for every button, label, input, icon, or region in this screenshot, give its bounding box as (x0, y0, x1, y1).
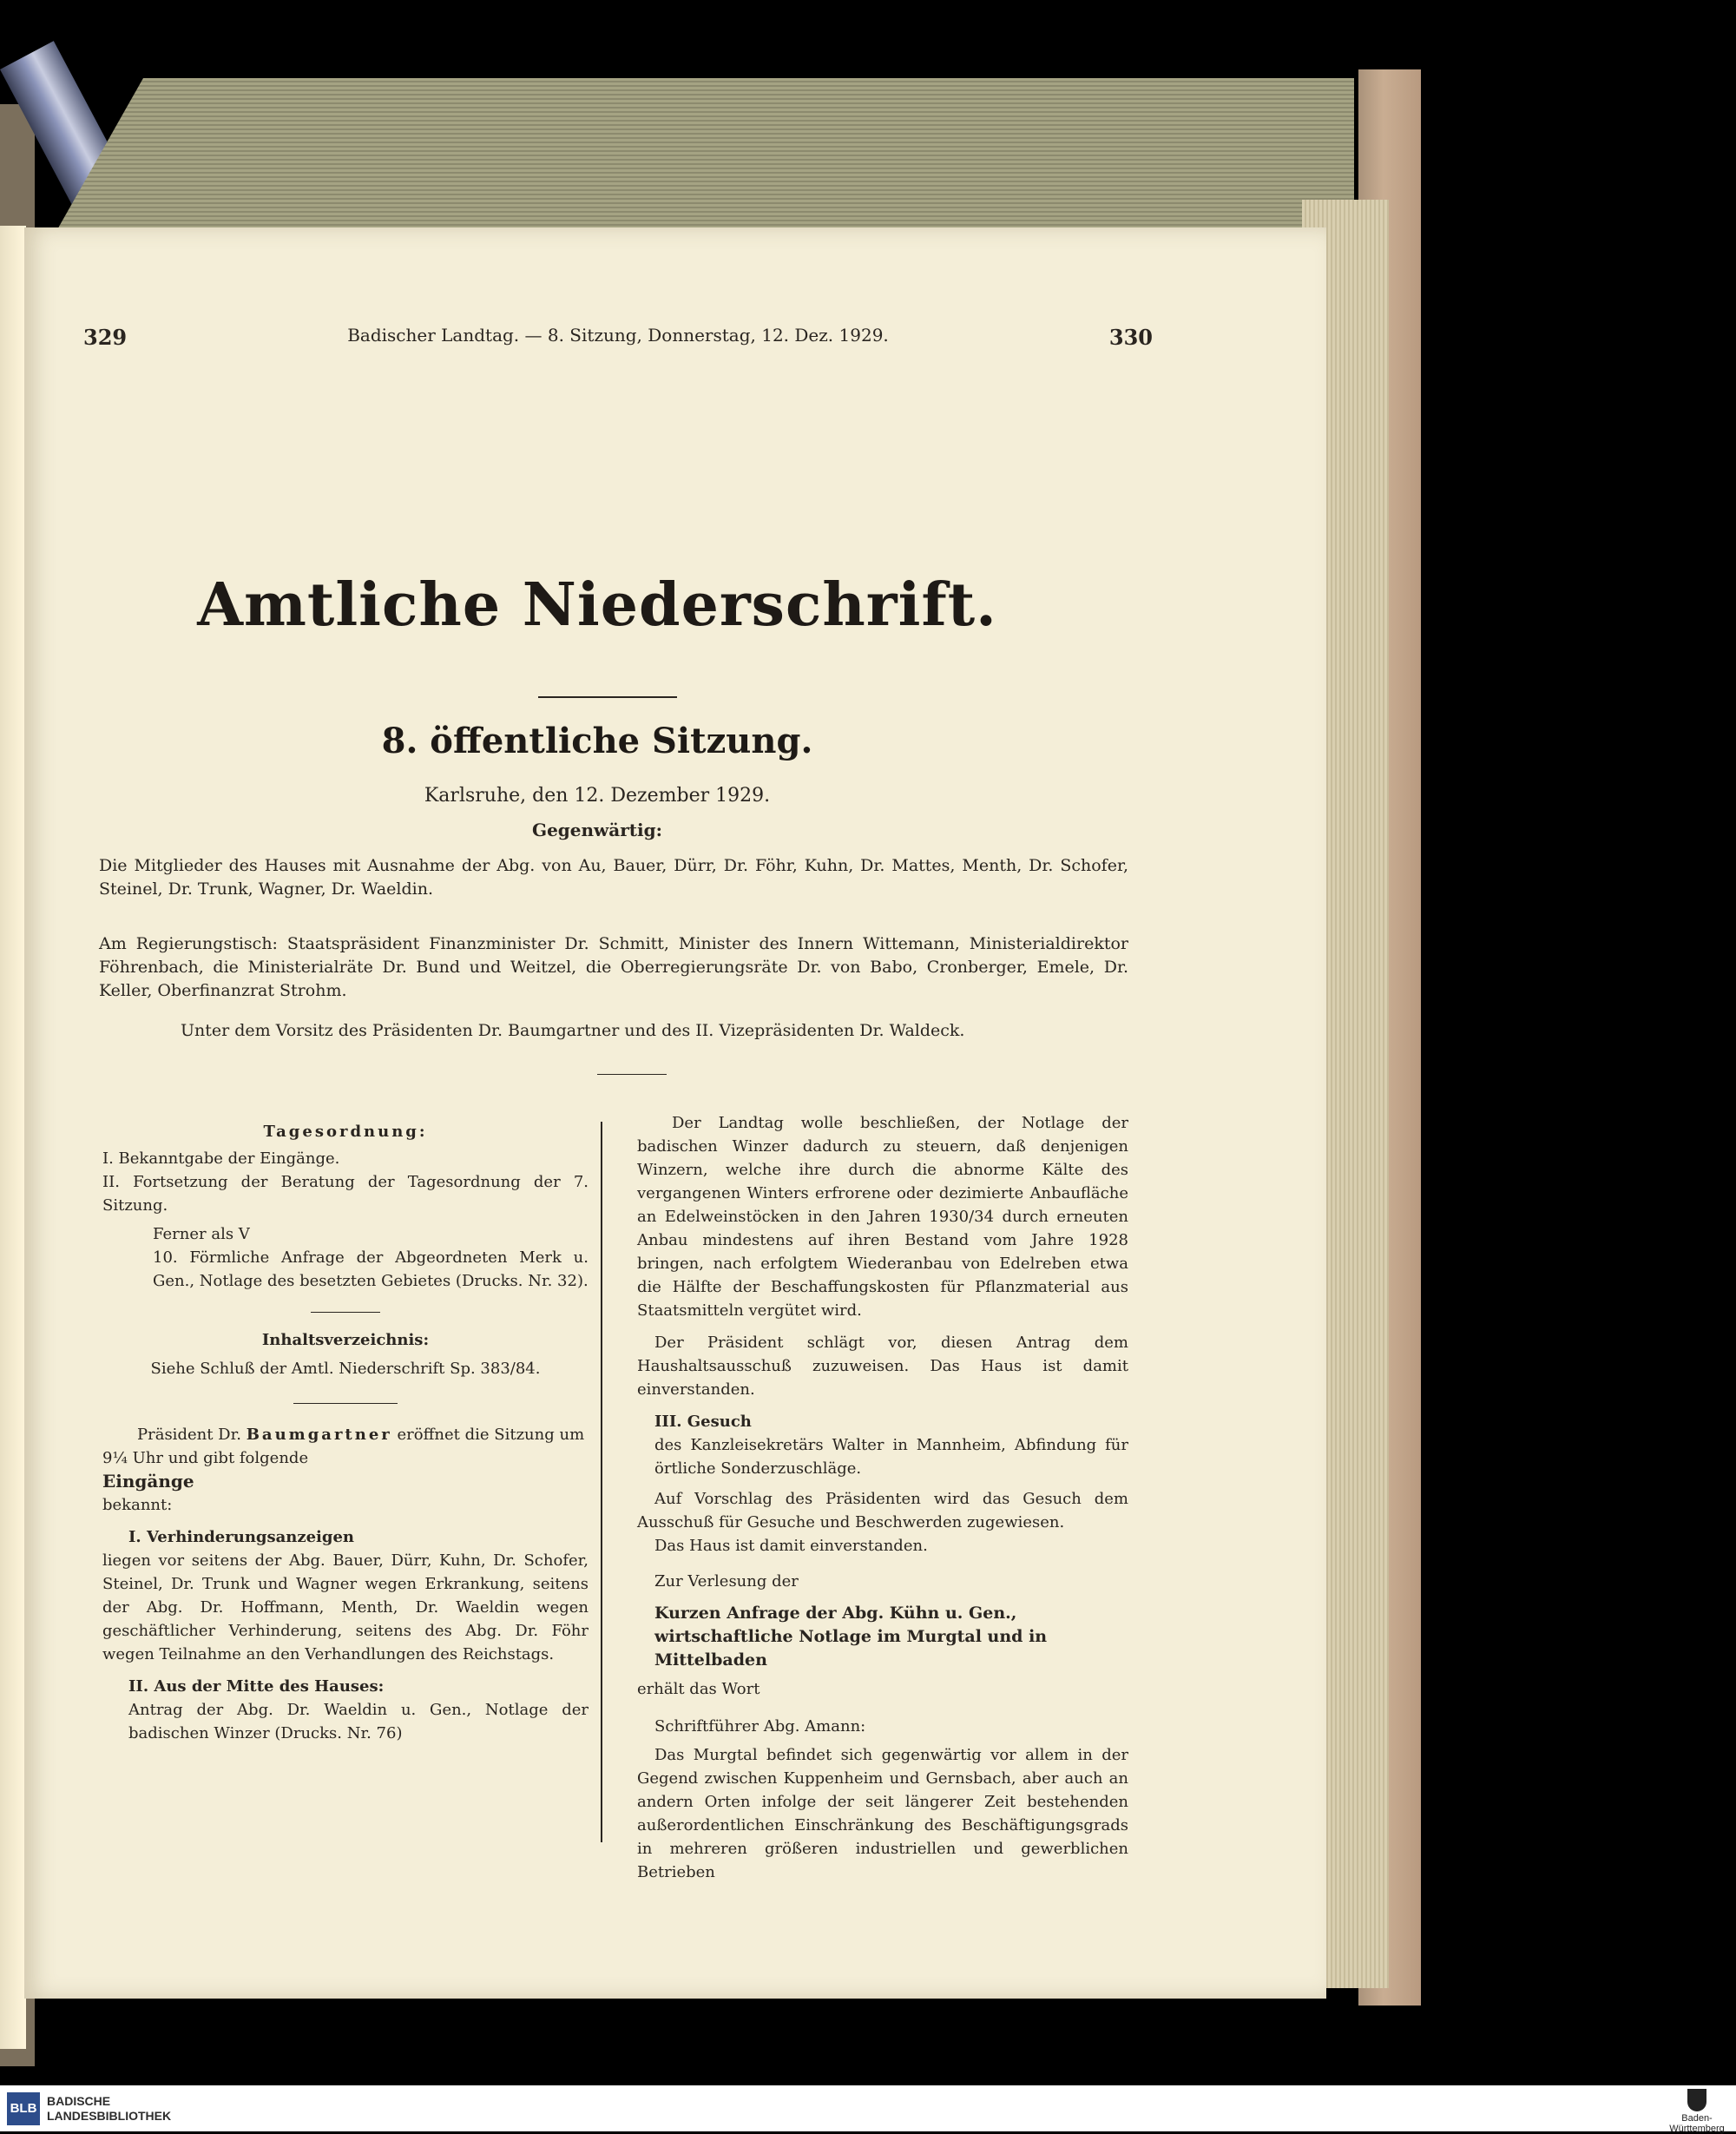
opening-c: 9¼ Uhr und gibt folgende (102, 1449, 309, 1467)
agenda-item-2: II. Fortsetzung der Beratung der Tagesordnung der 7. Sitzung. (102, 1173, 589, 1215)
agenda-item-1: I. Bekanntgabe der Eingänge. (102, 1149, 340, 1168)
opening-a: Präsident Dr. (137, 1426, 241, 1444)
document-page (24, 227, 1326, 1999)
running-header (83, 325, 1153, 359)
section3-heading: III. Gesuch (654, 1413, 752, 1431)
section-rule (597, 1074, 667, 1075)
president-proposal: Der Präsident schlägt vor, diesen Antrag dem Haushaltsausschuß zuzuweisen. Das Haus ist damit einverstanden. (637, 1334, 1128, 1399)
index-rule (293, 1403, 398, 1404)
agreed-text: Das Haus ist damit einverstanden. (654, 1537, 928, 1555)
page-number-right: 330 (1108, 325, 1153, 350)
state-logo (1667, 2089, 1727, 2134)
footer-bar (0, 2085, 1736, 2134)
opening-name: Baumgartner (246, 1426, 392, 1444)
state-crest-icon (1687, 2089, 1706, 2111)
header-title: Badischer Landtag. — 8. Sitzung, Donnerstag, 12. Dez. 1929. (347, 325, 889, 346)
reading-text: Zur Verlesung der (654, 1572, 799, 1591)
section3-text: des Kanzleisekretärs Walter in Mannheim, Abfindung für örtliche Sonderzuschläge. (654, 1436, 1128, 1478)
page-number-left: 329 (83, 325, 128, 350)
blb-logo-icon: BLB (7, 2092, 40, 2125)
opening-b: eröffnet die Sitzung um (397, 1426, 585, 1444)
dateline: Karlsruhe, den 12. Dezember 1929. (424, 785, 771, 807)
logo-line-2: LANDESBIBLIOTHEK (47, 2109, 172, 2123)
logo-line-1: BADISCHE (47, 2094, 111, 2108)
present-chair: Unter dem Vorsitz des Präsidenten Dr. Baumgartner und des II. Vizepräsidenten Dr. Waldeck. (181, 1021, 965, 1040)
blb-logo-text (47, 2094, 171, 2124)
index-heading: Inhaltsverzeichnis: (261, 1331, 430, 1349)
section2-heading: II. Aus der Mitte des Hauses: (128, 1677, 385, 1696)
index-text: Siehe Schluß der Amtl. Niederschrift Sp. 383/84. (150, 1360, 541, 1378)
title-rule (538, 696, 677, 698)
section1-text: liegen vor seitens der Abg. Bauer, Dürr, Kuhn, Dr. Schofer, Steinel, Dr. Trunk und Wagner wegen Erkrankung, seitens der Abg. Dr. Hoffmann, Menth, Dr. Waeldin wegen geschäftlicher Verhinderung, seitens des Abg. Dr. Föhr wegen Teilnahme an den Verhandlungen des Reichstags. (102, 1551, 589, 1663)
inquiry-title: Kurzen Anfrage der Abg. Kühn u. Gen., wirtschaftliche Notlage im Murgtal und in Mittelbaden (654, 1604, 1048, 1670)
gets-word: erhält das Wort (637, 1680, 760, 1698)
agenda-ferner: Ferner als V (153, 1225, 250, 1243)
eingaenge-heading: Eingänge (102, 1471, 194, 1492)
present-government: Am Regierungstisch: Staatspräsident Finanzminister Dr. Schmitt, Minister des Innern Wittemann, Ministerialdirektor Föhrenbach, die Ministerialräte Dr. Bund und Weitzel, die Oberregierungsräte Dr. von Babo, Cronberger, Emele, Dr. Keller, Oberfinanzrat Strohm. (99, 934, 1128, 1000)
document-title: Amtliche Niederschrift. (197, 570, 997, 640)
bekannt-label: bekannt: (102, 1496, 173, 1514)
agenda-item-10: 10. Förmliche Anfrage der Abgeordneten Merk u. Gen., Notlage des besetzten Gebietes (Drucks. Nr. 32). (153, 1248, 589, 1290)
section1-heading: I. Verhinderungsanzeigen (128, 1528, 355, 1546)
session-title: 8. öffentliche Sitzung. (381, 721, 813, 761)
secretary-text: Das Murgtal befindet sich gegenwärtig vor allem in der Gegend zwischen Kuppenheim und Gernsbach, aber auch an andern Orten infolge der seit längerer Zeit bestehenden außerordentlichen Einschränkung des Beschäftigungsgrads in mehreren größeren industriellen und gewerblichen Betrieben (637, 1746, 1128, 1881)
right-column (637, 1111, 1128, 1884)
proposal-text: Auf Vorschlag des Präsidenten wird das Gesuch dem Ausschuß für Gesuche und Beschwerden zugewiesen. (637, 1490, 1128, 1531)
present-members: Die Mitglieder des Hauses mit Ausnahme der Abg. von Au, Bauer, Dürr, Dr. Föhr, Kuhn, Dr. Mattes, Menth, Dr. Schofer, Steinel, Dr. Trunk, Wagner, Dr. Waeldin. (99, 856, 1128, 899)
page-stack-top (52, 78, 1354, 239)
state-name: Baden-Württemberg (1669, 2113, 1725, 2134)
left-page-edge (0, 226, 26, 2049)
agenda-rule (311, 1312, 380, 1313)
column-divider (601, 1122, 602, 1842)
motion-text: Der Landtag wolle beschließen, der Notlage der badischen Winzer dadurch zu steuern, daß denjenigen Winzern, welche ihre durch die abnorme Kälte des vergangenen Winters erfrorene oder dezimierte Anbaufläche an Edelweinstöcken in den Jahren 1930/34 durch erneuten Anbau mindestens auf ihren Bestand vom Jahre 1928 bringen, nach erfolgtem Wiederanbau von Edelreben etwa die Hälfte der Beschaffungskosten für Pflanzmaterial aus Staatsmitteln vergütet wird. (637, 1114, 1128, 1320)
secretary-label: Schriftführer Abg. Amann: (654, 1717, 866, 1736)
left-column (102, 1120, 589, 1745)
section2-text: Antrag der Abg. Dr. Waeldin u. Gen., Notlage der badischen Winzer (Drucks. Nr. 76) (128, 1701, 589, 1742)
present-heading: Gegenwärtig: (532, 820, 662, 840)
agenda-heading: Tagesordnung: (263, 1123, 428, 1141)
